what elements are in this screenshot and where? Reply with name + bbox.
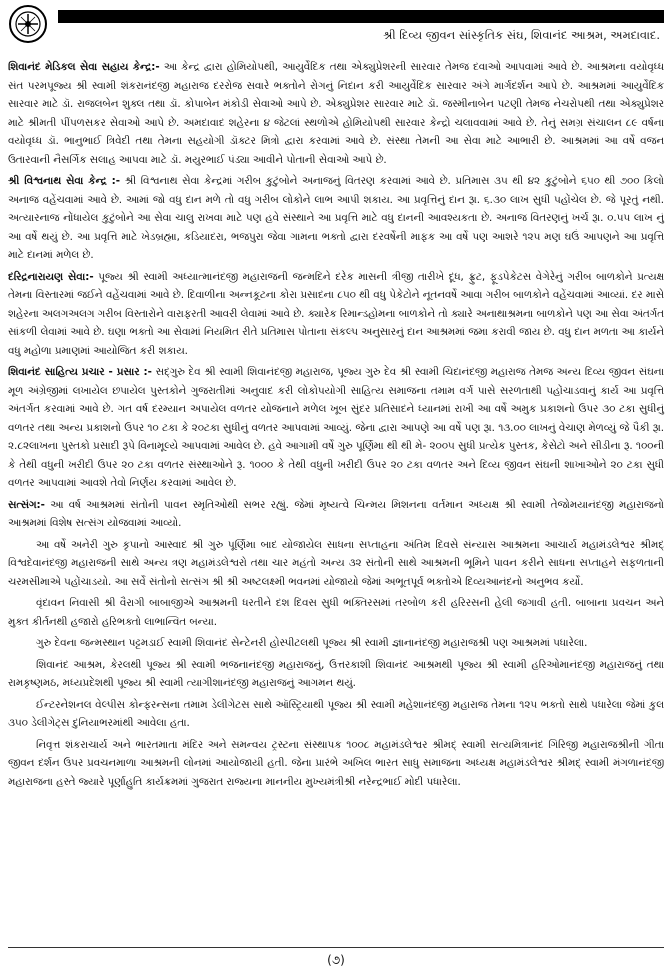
section-body: આ કેન્દ્ર દ્વારા હોમિયોપથી, આયુર્વેદિક તથા એક્યુપ્રેશરની સારવાર તેમજ દવાઓ આપવામાં આવે છે. આશ્રમના વયોવૃધ્ધ સંત પરમપૂજ્ય શ્રી સ્વામી શંકરાનંદજી મહારાજ દરરોજ સવારે ભક્તોને રોગનું નિદાન કરી આયુર્વેદિક સારવાર અંગે માર્ગદર્શન આપે છે. આશ્રમમાં આયુર્વેદિક સારવાર માટે ડૉ. રાજલબેન શુક્લ તથા ડૉ. કોપાબેન મંકોડી સેવાઓ આપે છે. એક્યુપ્રેશર સારવાર માટે ડૉ. જસ્મીનાબેન પટણી તેમજ નેચરોપથી તથા એક્યુપ્રેશર માટે શ્રીમતી પીંપળસકર સેવાઓ આપે છે. અમદાવાદ શહેરના ૪ જેટલાં સ્થળોએ હોમિયોપથી સારવાર કેન્દ્રો ચલાવવામાં આવે છે. તેનું સમગ્ર સંચાલન ૮૯ વર્ષના વયોવૃધ્ધ ડૉ. ભાનુભાઈ ત્રિવેદી તથા તેમના સહયોગી ડૉક્ટર મિત્રો દ્વારા કરવામાં આવે છે. સંસ્થા તેમની આ સેવા માટે આભારી છે. આશ્રમમાં આ વર્ષે વજન ઉતારવાની નૈસર્ગિક સલાહ આપવા માટે ડૉ. મયુરભાઈ પંડ્યા આવીને પોતાની સેવાઓ આપે છે. [8,61,664,166]
page-number: (૭) [327,953,345,967]
paragraph: વૃંદાવન નિવાસી શ્રી વૈરાગી બાબાજીએ આશ્રમની ધરતીને દશ દિવસ સુધી ભક્તિરસમાં તરબોળ કરી હરિરસની હેલી જગાવી હતી. બાબાના પ્રવચન અને મુક્ત કીર્તનથી હજારો હરિભક્તો લાભાન્વિત બન્યા. [8,597,664,628]
section-daridranarayan [8,268,664,361]
section-medical [8,58,664,169]
section-literature [8,363,664,493]
page-content [8,58,664,794]
section-heading: શિવાનંદ મેડિકલ સેવા સહાય કેન્દ્ર:- [8,61,160,73]
paragraph: ઈન્ટરનેશનલ વેલ્પીસ કોન્ફરન્સના તમામ ડેલીગેટસ સાથે ઑસ્ટ્રિયાથી પૂજ્ય શ્રી સ્વામી મહેશાનંદજી મહારાજ તેમના ૧૨૫ ભક્તો સાથે પધારેલા જેમાં કુલ ૩૫૦ ડેલીગેટ્સ દુનિયાભરમાંથી આવેલા હતા. [8,698,664,729]
section-heading: શિવાનંદ સાહિત્ય પ્રચાર - પ્રસાર :- [8,366,152,378]
section-body: શ્રી વિશ્વનાથ સેવા કેન્દ્રમાં ગરીબ કુટુંબોને અનાજનું વિતરણ કરવામાં આવે છે. પ્રતિમાસ ૩૫ થી ૪૨ કુટુંબોને ૬૫૦ થી ૭૦૦ કિલો અનાજ વહેંચવામાં આવે છે. આમાં જો વધુ દાન મળે તો વધુ ગરીબ લોકોને લાભ આપી શકાય. આ પ્રવૃત્તિનું દાન રૂા. ૬.૩૦ લાખ સુધી પહોંચેલ છે. જે પૂરતું નથી. અત્યારનાજ નોંધાયેલ કુટુંબોને આ સેવા ચાલુ રાખવા માટે પણ હવે સંસ્થાને આ પ્રવૃત્તિ માટે વધુ દાનની આવશ્યકતા છે. અનાજ વિતરણનું ખર્ચ રૂા. ૦.૫૫ લાખ નું આ વર્ષે થયું છે. આ પ્રવૃત્તિ માટે ખેડબ્રહ્મા, કડિયાદરા, ભજપુરા જેવા ગામના ભક્તો દ્વારા દરવર્ષેની માફક આ વર્ષે પણ આશરે ૧૨૫ મણ ઘઉં આપણને આ પ્રવૃત્તિ માટે દાનમાં મળેલ છે. [8,175,664,261]
paragraph: ગુરુ દેવના જન્મસ્થાન પટ્ટમડાઈ સ્વામી શિવાનંદ સેન્ટેનરી હોસ્પીટલથી પૂજ્ય શ્રી સ્વામી જ્ઞાનાનંદજી મહારાજશ્રી પણ આશ્રમમાં પધારેલા. [36,637,588,649]
sivananda-logo-icon [8,4,48,44]
section-body: આ વર્ષ આશ્રમમાં સંતોની પાવન સ્મૃતિઓથી સભર રહ્યું. જેમાં મૃષ્યત્વે ચિન્મય મિશનના વર્તમાન અધ્યક્ષ શ્રી સ્વામી તેજોમયાનંદજી મહારાજનો આશ્રમમાં વિશેષ સત્સંગ યોજવામાં આવ્યો. [8,498,664,529]
paragraph: આ વર્ષે અનેરી ગુરુ કૃપાનો આસ્વાદ શ્રી ગુરુ પૂર્ણિમા બાદ યોજાયેલ સાધના સપ્તાહના અંતિમ દિવસે સંન્યાસ આશ્રમના આચાર્ય મહામંડલેશ્વર શ્રીમદ્ વિશ્વદેવાનંદજી મહારાજની સાથે અન્ય ત્રણ મહામંડલેશ્વરો તથા ચાર મહંતો અન્ય ૩૨ સંતોની સાથે આશ્રમની ભૂમિને પાવન કરીને સાધના સપ્તાહને સફળતાની ચરમસીમાએ પહોંચાડયો. આ સર્વે સંતોનો સત્સંગ શ્રી શ્રી અષ્ટલક્ષ્મી ભવનમાં યોજાયો જેમાં અભૂતપૂર્વ ભક્તોએ દિવ્યઆનંદનો અનુભવ કર્યો. [8,538,664,588]
section-body: પૂજ્ય શ્રી સ્વામી અધ્યાત્માનંદજી મહારાજની જન્મદિને દરેક માસની ત્રીજી તારીખે દૂધ, ફ્રુટ, ફૂડપેકેટસ વેગેરેનું ગરીબ બાળકોને પ્રત્યક્ષ તેમના વિસ્તારમાં જઈને વહેંચવામાં આવે છે. દિવાળીના અન્નકૂટના કોરા પ્રસાદના ૮૫૦ થી વધુ પેકેટોને નૂતનવર્ષે આવા ગરીબ બાળકોને વહેંચવામાં આવ્યાં. દર માસે શહેરના અલગઅલગ ગરીબ વિસ્તારોને વારાફરતી આવરી લેવામાં આવે છે. ક્યારેક રિમાન્ડહોમના બાળકોને તો ક્યારે અનાથાશ્રમના બાળકોને પણ આ સેવા અંતર્ગત સાંકળી લેવામાં આવે છે. ઘણા ભક્તો આ સેવામાં નિયમિત રીતે પ્રતિમાસ પોતાના સંકલ્પ અનુસારનું દાન આશ્રમમાં જમા કરાવી જાય છે. વધુ દાન મળતા આ કાર્યને વધુ મહોળા પ્રમાણમાં આયોજિત કરી શકાય. [8,270,665,357]
header-rule [58,10,664,23]
footer-rule [8,947,664,948]
paragraph: શિવાનંદ આશ્રમ, કેરલથી પૂજ્ય શ્રી સ્વામી ભજનાનંદજી મહારાજનું, ઉત્તરકાશી શિવાનંદ આશ્રમથી પૂજ્ય શ્રી સ્વામી હરિઓમાનંદજી મહારાજનું તથા રામકૃષ્ણમઠ, મધ્યપ્રદેશથી પૂજ્ય શ્રી સ્વામી ત્યાગીશાનંદજી મહારાજનું આગમન થયું. [8,658,664,689]
section-heading: દરિદ્રનારાયણ સેવા:- [8,270,94,283]
section-satsang [8,496,664,533]
page-header [0,0,672,50]
section-heading: શ્રી વિશ્વનાથ સેવા કેન્દ્ર :- [8,175,121,187]
section-heading: સત્સંગ:- [8,498,45,511]
header-title: શ્રી દિવ્ય જીવન સાંસ્કૃતિક સંઘ, શિવાનંદ આશ્રમ, અમદાવાદ. [382,28,660,42]
section-vishwanath [8,172,664,265]
paragraph: નિવૃત્ત શંકરાચાર્ય અને ભારતમાતા મંદિર અને સમન્વય ટ્રસ્ટના સંસ્થાપક ૧૦૦૮ મહામંડલેશ્વર શ્રીમદ્ સ્વામી સત્યમિત્રાનંદ ગિરિજી મહારાજશ્રીની ગીતા જીવન દર્શન ઉપર પ્રવચનમાળા આશ્રમની લોનમાં આયોજાયી હતી. જેના પ્રારંભે અખિલ ભારત સાધુ સમાજના અધ્યક્ષ મહામંડલેશ્વર શ્રીમદ્ સ્વામી મંગળાનંદજી મહારાજના હસ્તે જ્યારે પૂર્ણાહુતિ કાર્યક્રમમાં ગુજરાત રાજ્યના માનનીય મુખ્યમંત્રીશ્રી નરેન્દ્રભાઈ મોદી પધારેલા. [8,738,664,788]
section-body: સદ્ગુરુ દેવ શ્રી સ્વામી શિવાનંદજી મહારાજ, પૂજ્ય ગુરુ દેવ શ્રી સ્વામી ચિદાનંદજી મહારાજ તેમજ અન્ય દિવ્ય જીવન સંઘના મૂળ અંગ્રેજીમાં લખાયેલ છપાયેલ પુસ્તકોને ગુજરાતીમાં અનુવાદ કરી લોકોપયોગી સાહિત્ય સમાજના તમામ વર્ગ પાસે સરળતાથી પહોંચાડવાનું કાર્ય આ પ્રવૃત્તિ અંતર્ગત કરવામાં આવે છે. ગત વર્ષ દરમ્યાન અપાયેલ વળતર યોજનાને મળેલ ખૂબ સુંદર પ્રતિસાદને ધ્યાનમાં રાખી આ વર્ષે અમુક પ્રકાશનો ઉપર ૩૦ ટકા સુધીનું વળતર તથા અન્ય પ્રકાશનો ઉપર ૧૦ ટકા કે ૨૦ટકા સુધીનું વળતર આપવામાં આવ્યું. જેના દ્વારા આપણે આ વર્ષે પણ રૂા. ૧૩.૦૦ લાખનું વેચાણ મેળવ્યું જે પૈકી રૂા. ૨.૮૨લાખના પુસ્તકો પ્રસાદી રૂપે વિનામૂલ્યે આપવામાં આવેલ છે. હવે આગામી વર્ષે ગુરુ પૂર્ણિમા થી થી મે- ૨૦૦૫ સુધી પ્રત્યેક પુસ્તક, કેસેટો અને સીડીના રૂ. ૧૦૦ની કે તેથી વધુની ખરીદી ઉપર ૨૦ ટકા વળતર સંસ્થાઓને રૂ. ૧૦૦૦ કે તેથી વધુની ખરીદી ઉપર ૨૦ ટકા વળતર અને દિવ્ય જીવન સંઘની શાખાઓને ૨૦ ટકા સુધી વળતર આપવામાં આવશે તેવો નિર્ણય કરવામાં આવેલ છે. [8,366,665,489]
